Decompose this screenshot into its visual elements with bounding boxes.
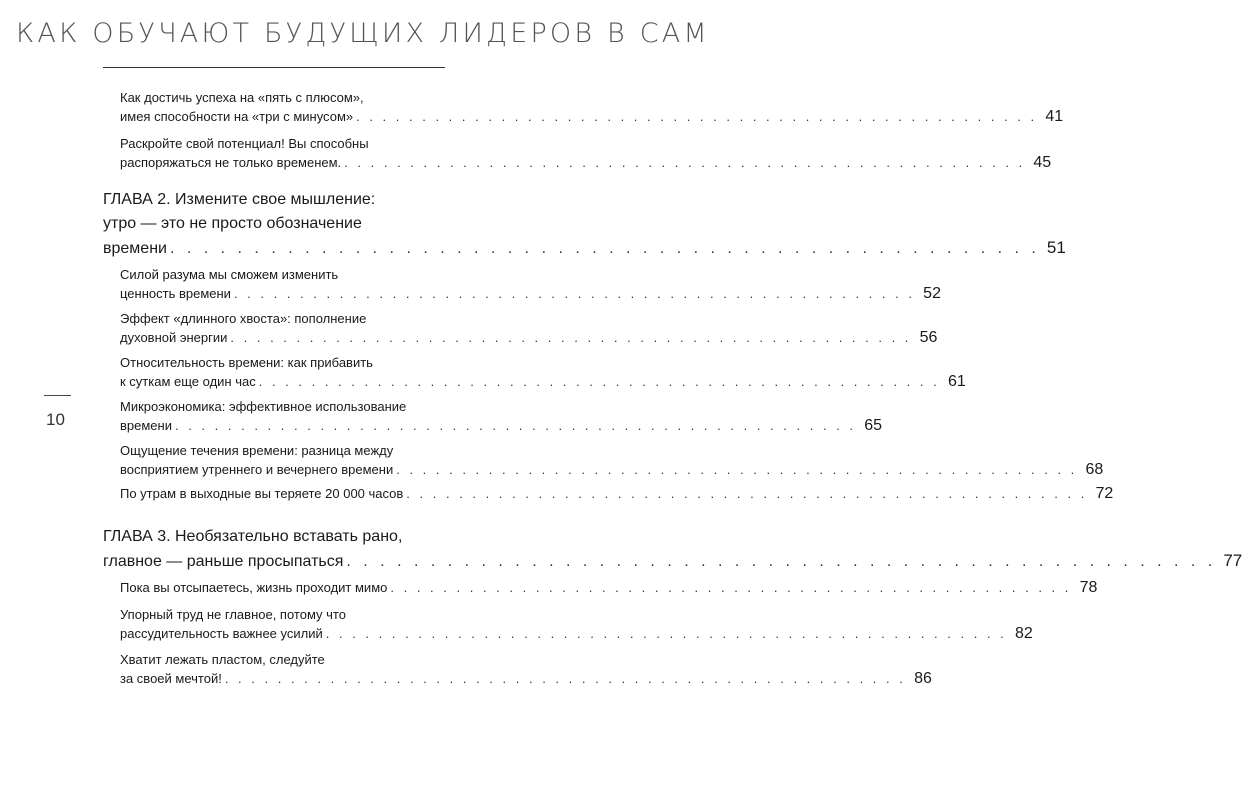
toc-entry-text: По утрам в выходные вы теряете 20 000 часов xyxy=(120,486,404,501)
toc-entry-text: Пока вы отсыпаетесь, жизнь проходит мимо xyxy=(120,580,388,595)
toc-entry[interactable] xyxy=(120,397,883,435)
dot-leader: . . . . . . . . . . . . . . . . . . . . . . . . . . . . . . . . . . . . . . . . . . . . . . . . . . . . xyxy=(346,553,1217,570)
dot-leader: . . . . . . . . . . . . . . . . . . . . . . . . . . . . . . . . . . . . . . . . . . . . . . . . . . . . xyxy=(356,109,1038,124)
running-head: КАК ОБУЧАЮТ БУДУЩИХ ЛИДЕРОВ В САМ xyxy=(16,18,710,49)
toc-page-number: 72 xyxy=(1095,485,1114,502)
dot-leader: . . . . . . . . . . . . . . . . . . . . . . . . . . . . . . . . . . . . . . . . . . . . . . . . . . . . xyxy=(396,462,1078,477)
toc-entry-text: восприятием утреннего и вечернего времени xyxy=(120,462,394,477)
dot-leader: . . . . . . . . . . . . . . . . . . . . . . . . . . . . . . . . . . . . . . . . . . . . . . . . . . . . xyxy=(406,486,1088,501)
page-number: 10 xyxy=(46,410,65,429)
toc-entry-text: распоряжаться не только временем. xyxy=(120,155,342,170)
toc-entry-text: рассудительность важнее усилий xyxy=(120,626,323,641)
toc-page-number: 41 xyxy=(1045,108,1064,125)
toc-page-number: 78 xyxy=(1079,579,1098,596)
toc-chapter-text: времени xyxy=(103,240,167,257)
toc-page-number: 56 xyxy=(919,329,938,346)
toc-entry-text: Ощущение течения времени: разница между xyxy=(120,443,394,458)
toc-entry-text: Хватит лежать пластом, следуйте xyxy=(120,652,325,667)
toc-page-number: 45 xyxy=(1033,154,1052,171)
dot-leader: . . . . . . . . . . . . . . . . . . . . . . . . . . . . . . . . . . . . . . . . . . . . . . . . . . . . xyxy=(258,374,940,389)
toc-page-number: 77 xyxy=(1223,551,1242,570)
dot-leader: . . . . . . . . . . . . . . . . . . . . . . . . . . . . . . . . . . . . . . . . . . . . . . . . . . . . xyxy=(174,418,857,433)
toc-entry-text: духовной энергии xyxy=(120,330,228,345)
toc-entry-text: Как достичь успеха на «пять с плюсом», xyxy=(120,90,364,105)
toc-entry[interactable] xyxy=(120,309,938,347)
toc-entry[interactable] xyxy=(120,578,1098,597)
toc-entry-text: Относительность времени: как прибавить xyxy=(120,355,373,370)
toc-entry[interactable] xyxy=(120,484,1114,503)
dot-leader: . . . . . . . . . . . . . . . . . . . . . . . . . . . . . . . . . . . . . . . . . . . . . . . . . . . . xyxy=(224,671,906,686)
toc-chapter-heading[interactable] xyxy=(103,525,1242,574)
toc-entry[interactable] xyxy=(120,265,941,303)
dot-leader: . . . . . . . . . . . . . . . . . . . . . . . . . . . . . . . . . . . . . . . . . . . . . . . . . . . . xyxy=(325,626,1007,641)
toc-entry[interactable] xyxy=(120,88,1064,126)
dot-leader: . . . . . . . . . . . . . . . . . . . . . . . . . . . . . . . . . . . . . . . . . . . . . . . . . . . . xyxy=(233,286,915,301)
toc-chapter-text: ГЛАВА 3. Необязательно вставать рано, xyxy=(103,528,403,545)
toc-entry-text: Раскройте свой потенциал! Вы способны xyxy=(120,136,369,151)
toc-page-number: 52 xyxy=(923,285,941,302)
toc-entry-text: Микроэкономика: эффективное использование xyxy=(120,399,407,414)
toc-page-number: 61 xyxy=(947,373,966,390)
toc-entry-text: времени xyxy=(120,418,172,433)
toc-page-number: 86 xyxy=(914,670,932,687)
toc-page-number: 51 xyxy=(1046,238,1066,257)
toc-entry[interactable] xyxy=(120,605,1033,643)
toc-page-number: 82 xyxy=(1015,625,1033,642)
toc-entry-text: Силой разума мы сможем изменить xyxy=(120,267,339,282)
dot-leader: . . . . . . . . . . . . . . . . . . . . . . . . . . . . . . . . . . . . . . . . . . . . . . . . . . . . xyxy=(230,330,912,345)
toc-entry-text: Эффект «длинного хвоста»: пополнение xyxy=(120,311,367,326)
toc-entry-text: Упорный труд не главное, потому что xyxy=(120,607,346,622)
toc-entry-text: к суткам еще один час xyxy=(120,374,256,389)
toc-page-number: 65 xyxy=(864,417,883,434)
toc-entry[interactable] xyxy=(120,441,1104,479)
toc-chapter-text: главное — раньше просыпаться xyxy=(103,553,344,570)
toc-entry[interactable] xyxy=(120,650,932,688)
toc-entry[interactable] xyxy=(120,134,1052,172)
toc-chapter-text: ГЛАВА 2. Измените свое мышление: xyxy=(103,191,376,208)
toc-chapter-text: утро — это не просто обозначение xyxy=(103,215,362,232)
dot-leader: . . . . . . . . . . . . . . . . . . . . . . . . . . . . . . . . . . . . . . . . . . . . . . . . . . . . xyxy=(344,155,1026,170)
dot-leader: . . . . . . . . . . . . . . . . . . . . . . . . . . . . . . . . . . . . . . . . . . . . . . . . . . . . xyxy=(390,580,1072,595)
toc-page-number: 68 xyxy=(1085,461,1104,478)
toc-entry-text: ценность времени xyxy=(120,286,231,301)
dot-leader: . . . . . . . . . . . . . . . . . . . . . . . . . . . . . . . . . . . . . . . . . . . . . . . . . . . . xyxy=(169,240,1040,257)
toc-entry-text: имея способности на «три с минусом» xyxy=(120,109,354,124)
toc-entry-text: за своей мечтой! xyxy=(120,671,222,686)
toc-chapter-heading[interactable] xyxy=(103,188,1066,261)
toc-entry[interactable] xyxy=(120,353,966,391)
